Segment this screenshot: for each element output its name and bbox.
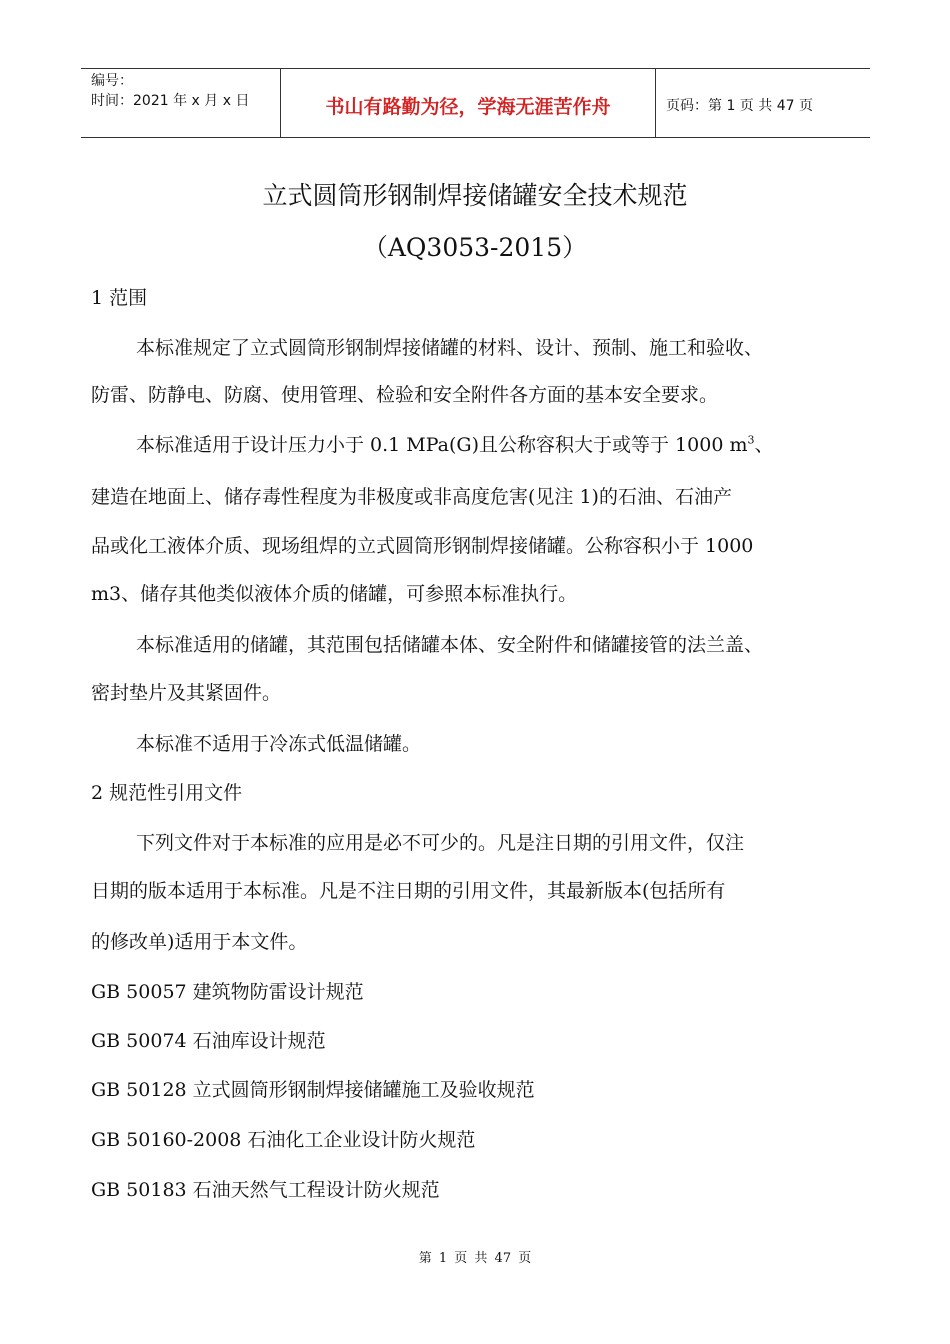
reference-item: GB 50160-2008 石油化工企业设计防火规范	[91, 1129, 476, 1151]
paragraph-line: 品或化工液体介质、现场组焊的立式圆筒形钢制焊接储罐。公称容积小于 1000	[91, 535, 754, 557]
paragraph-line: 日期的版本适用于本标准。凡是不注日期的引用文件，其最新版本(包括所有	[91, 880, 726, 902]
paragraph-line: 本标准规定了立式圆筒形钢制焊接储罐的材料、设计、预制、施工和验收、	[136, 337, 764, 359]
reference-item: GB 50128 立式圆筒形钢制焊接储罐施工及验收规范	[91, 1079, 535, 1101]
doc-time-label: 时间：2021 年 x 月 x 日	[91, 93, 250, 109]
reference-item: GB 50074 石油库设计规范	[91, 1030, 326, 1052]
paragraph-line: 本标准不适用于冷冻式低温储罐。	[136, 733, 422, 755]
paragraph-text: 本标准适用于设计压力小于 0.1 MPa(G)且公称容积大于或等于 1000 m	[136, 434, 748, 456]
header-motto: 书山有路勤为径，学海无涯苦作舟	[281, 69, 656, 137]
reference-item: GB 50183 石油天然气工程设计防火规范	[91, 1179, 440, 1201]
header-page-info: 页码：第 1 页 共 47 页	[666, 98, 813, 114]
paragraph-line: 本标准适用的储罐，其范围包括储罐本体、安全附件和储罐接管的法兰盖、	[136, 634, 764, 656]
document-code: （AQ3053-2015）	[362, 233, 588, 262]
paragraph-line: m3、储存其他类似液体介质的储罐，可参照本标准执行。	[91, 583, 578, 605]
document-title: 立式圆筒形钢制焊接储罐安全技术规范	[262, 181, 688, 210]
paragraph-line: 下列文件对于本标准的应用是必不可少的。凡是注日期的引用文件，仅注	[136, 832, 745, 854]
paragraph-line	[136, 430, 773, 457]
page-footer: 第 1 页 共 47 页	[418, 1251, 532, 1266]
paragraph-line: 建造在地面上、储存毒性程度为非极度或非高度危害(见注 1)的石油、石油产	[91, 486, 732, 508]
paragraph-line: 密封垫片及其紧固件。	[91, 682, 282, 704]
paragraph-line: 的修改单)适用于本文件。	[91, 931, 308, 953]
reference-item: GB 50057 建筑物防雷设计规范	[91, 981, 364, 1003]
paragraph-text: 、	[754, 434, 774, 456]
doc-number-label: 编号：	[91, 73, 133, 89]
section-1-heading: 1 范围	[91, 287, 148, 309]
paragraph-line: 防雷、防静电、防腐、使用管理、检验和安全附件各方面的基本安全要求。	[91, 384, 719, 406]
superscript: 3	[747, 433, 755, 447]
header-meta-cell	[81, 69, 281, 137]
section-2-heading: 2 规范性引用文件	[91, 782, 243, 804]
document-header	[81, 68, 870, 138]
